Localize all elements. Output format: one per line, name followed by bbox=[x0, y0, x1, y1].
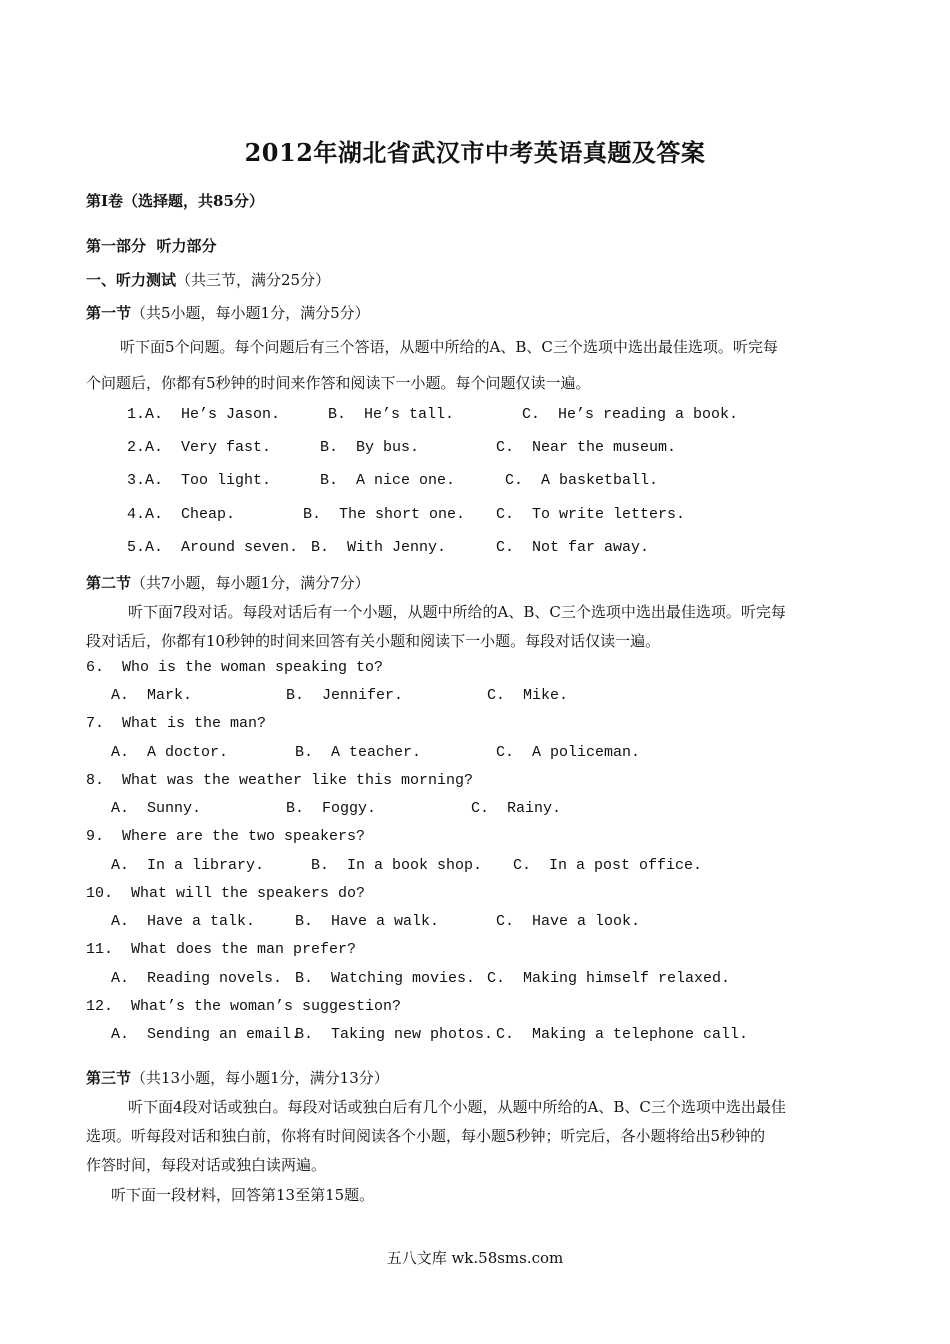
sec3-label: 第三节 bbox=[86, 1069, 132, 1087]
q7-option-b: B. A teacher. bbox=[295, 744, 422, 761]
sec2-label: 第二节 bbox=[86, 574, 132, 592]
q3-option-b: B. A nice one. bbox=[320, 472, 456, 489]
sec1-detail: （共5小题，每小题1分，满分5分） bbox=[131, 304, 370, 322]
sec1-instruction-line1: 听下面5个问题。每个问题后有三个答语，从题中所给的A、B、C三个选项中选出最佳选项。听完每 bbox=[120, 338, 778, 356]
q10-option-a: A. Have a talk. bbox=[111, 913, 256, 930]
q5-option-b: B. With Jenny. bbox=[311, 539, 447, 556]
sec3-instruction-line2: 选项。听每段对话和独白前，你将有时间阅读各个小题，每小题5秒钟；听完后，各小题将给出5秒钟的 bbox=[86, 1127, 766, 1145]
q8-question: 8. What was the weather like this morning? bbox=[86, 772, 474, 789]
sec2-heading bbox=[86, 572, 370, 593]
q4-option-a: 4.A. Cheap. bbox=[127, 506, 236, 523]
section-label: 一、听力测试 bbox=[86, 271, 177, 289]
q5-option-a: 5.A. Around seven. bbox=[127, 539, 299, 556]
q6-question: 6. Who is the woman speaking to? bbox=[86, 659, 384, 676]
q3-option-a: 3.A. Too light. bbox=[127, 472, 272, 489]
q2-option-c: C. Near the museum. bbox=[496, 439, 677, 456]
q8-option-a: A. Sunny. bbox=[111, 800, 202, 817]
q6-option-a: A. Mark. bbox=[111, 687, 193, 704]
q10-option-b: B. Have a walk. bbox=[295, 913, 440, 930]
q9-option-a: A. In a library. bbox=[111, 857, 265, 874]
section-heading bbox=[86, 269, 330, 290]
q9-question: 9. Where are the two speakers? bbox=[86, 828, 366, 845]
q11-option-a: A. Reading novels. bbox=[111, 970, 283, 987]
sec2-instruction-line1: 听下面7段对话。每段对话后有一个小题，从题中所给的A、B、C三个选项中选出最佳选项。听完每 bbox=[128, 603, 786, 621]
q9-option-b: B. In a book shop. bbox=[311, 857, 483, 874]
sec2-instruction-line2: 段对话后，你都有10秒钟的时间来回答有关小题和阅读下一小题。每段对话仅读一遍。 bbox=[86, 632, 661, 650]
q3-option-c: C. A basketball. bbox=[505, 472, 659, 489]
sec1-heading bbox=[86, 302, 370, 323]
q2-option-a: 2.A. Very fast. bbox=[127, 439, 272, 456]
sec3-instruction-line1: 听下面4段对话或独白。每段对话或独白后有几个小题，从题中所给的A、B、C三个选项中选出最佳 bbox=[128, 1098, 786, 1116]
sec1-instruction-line2: 个问题后，你都有5秒钟的时间来作答和阅读下一小题。每个问题仅读一遍。 bbox=[86, 374, 591, 392]
q11-option-b: B. Watching movies. bbox=[295, 970, 476, 987]
section-detail: （共三节，满分25分） bbox=[176, 271, 331, 289]
sec3-detail: （共13小题，每小题1分，满分13分） bbox=[131, 1069, 389, 1087]
q7-question: 7. What is the man? bbox=[86, 715, 267, 732]
q9-option-c: C. In a post office. bbox=[513, 857, 703, 874]
q12-question: 12. What’s the woman’s suggestion? bbox=[86, 998, 402, 1015]
q2-option-b: B. By bus. bbox=[320, 439, 420, 456]
q7-option-c: C. A policeman. bbox=[496, 744, 641, 761]
q6-option-c: C. Mike. bbox=[487, 687, 569, 704]
q5-option-c: C. Not far away. bbox=[496, 539, 650, 556]
page-footer: 五八文库 wk.58sms.com bbox=[386, 1249, 564, 1267]
sec3-note: 听下面一段材料，回答第13至第15题。 bbox=[111, 1186, 375, 1204]
part-heading: 第一部分 听力部分 bbox=[86, 237, 217, 255]
q12-option-a: A. Sending an email. bbox=[111, 1026, 301, 1043]
q12-option-c: C. Making a telephone call. bbox=[496, 1026, 749, 1043]
q4-option-c: C. To write letters. bbox=[496, 506, 686, 523]
q8-option-b: B. Foggy. bbox=[286, 800, 377, 817]
sec1-label: 第一节 bbox=[86, 304, 132, 322]
volume-heading: 第Ⅰ卷（选择题，共85分） bbox=[86, 192, 264, 210]
q1-option-c: C. He’s reading a book. bbox=[522, 406, 739, 423]
q10-question: 10. What will the speakers do? bbox=[86, 885, 366, 902]
q8-option-c: C. Rainy. bbox=[471, 800, 562, 817]
sec3-instruction-line3: 作答时间，每段对话或独白读两遍。 bbox=[86, 1156, 327, 1174]
q4-option-b: B. The short one. bbox=[303, 506, 466, 523]
q6-option-b: B. Jennifer. bbox=[286, 687, 404, 704]
sec2-detail: （共7小题，每小题1分，满分7分） bbox=[131, 574, 370, 592]
sec3-heading bbox=[86, 1067, 389, 1088]
q1-option-a: 1.A. He’s Jason. bbox=[127, 406, 281, 423]
page-title: 2012年湖北省武汉市中考英语真题及答案 bbox=[244, 138, 706, 167]
q10-option-c: C. Have a look. bbox=[496, 913, 641, 930]
q7-option-a: A. A doctor. bbox=[111, 744, 229, 761]
q11-option-c: C. Making himself relaxed. bbox=[487, 970, 731, 987]
q12-option-b: B. Taking new photos. bbox=[295, 1026, 494, 1043]
q1-option-b: B. He’s tall. bbox=[328, 406, 455, 423]
q11-question: 11. What does the man prefer? bbox=[86, 941, 357, 958]
